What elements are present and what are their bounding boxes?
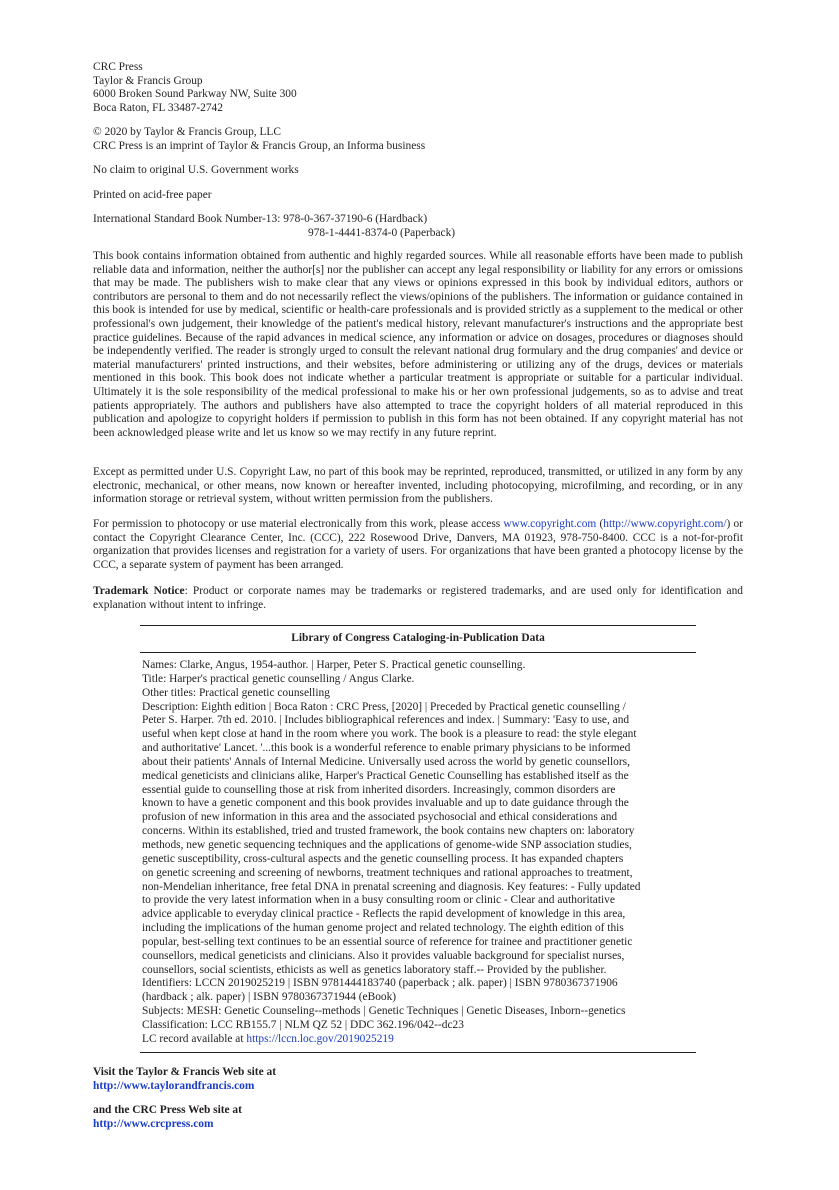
- copyright-notice: [93, 126, 743, 153]
- cip-line: counsellors, medical geneticists and clinicians. Also it provides valuable background for specialist nurses,: [142, 949, 625, 962]
- cip-line: non-Mendelian inheritance, free fetal DNA in prenatal screening and diagnosis. Key features: - Fully updated: [142, 880, 641, 893]
- permission-text: ) or contact the Copyright Clearance Center, Inc. (CCC), 222 Rosewood Drive, Danvers, MA 01923, 978-750-8400. CCC is a not-for-profit organization that provides licenses and registration for a variety of users. For organizations that have been granted a photocopy license by the CCC, a separate system of payment has been arranged.: [93, 518, 743, 571]
- cip-line: genetic susceptibility, cross-cultural aspects and the genetic counselling process. It has expanded chapters: [142, 852, 624, 865]
- copyright-com-url-link[interactable]: http://www.copyright.com/: [603, 518, 727, 530]
- cip-line: Title: Harper's practical genetic counselling / Angus Clarke.: [142, 672, 415, 685]
- cip-title: Library of Congress Cataloging-in-Publication Data: [291, 632, 545, 644]
- cip-line: Identifiers: LCCN 2019025219 | ISBN 9781444183740 (paperback ; alk. paper) | ISBN 9780367371906: [142, 977, 618, 990]
- address-line: CRC Press: [93, 61, 143, 73]
- cip-line: medical geneticists and clinicians alike, Harper's Practical Genetic Counselling has established itself as the: [142, 769, 629, 782]
- disclaimer-paragraph: This book contains information obtained from authentic and highly regarded sources. While all reasonable efforts have been made to publish reliable data and information, neither the author[s] nor the publisher can accept any legal responsibility or liability for any errors or omissions that may be made. The publishers wish to make clear that any views or opinions expressed in this book by individual editors, authors or contributors are personal to them and do not necessarily reflect the views/opinions of the publishers. The information or guidance contained in this book is intended for use by medical, scientific or health-care professionals and is provided strictly as a supplement to the medical or other professional's own judgement, their knowledge of the patient's medical history, relevant manufacturer's instructions and the appropriate best practice guidelines. Because of the rapid advances in medical science, any information or advice on dosages, procedures or diagnoses should be independently verified. The reader is strongly urged to consult the relevant national drug formulary and the drug companies' and device or material manufacturers' printed instructions, and their websites, before administering or utilizing any of the drugs, devices or materials mentioned in this book. This book does not indicate whether a particular treatment is appropriate or suitable for a particular individual. Ultimately it is the sole responsibility of the medical professional to make his or her own professional judgements, so as to advise and treat patients appropriately. The authors and publishers have also attempted to trace the copyright holders of all material reproduced in this publication and apologize to copyright holders if permission to publish in this form has not been obtained. If any copyright material has not been acknowledged please write and let us know so we may rectify in any future reprint.: [93, 250, 743, 439]
- cip-line: popular, best-selling text continues to be an essential source of reference for trainee and practitioner genetic: [142, 935, 633, 948]
- imprint-line: CRC Press is an imprint of Taylor & Francis Group, an Informa business: [93, 139, 426, 152]
- cip-line: useful when kept close at hand in the room where you work. The book is a pleasure to read: the style elegant: [142, 728, 637, 741]
- acid-free-line: Printed on acid-free paper: [93, 189, 212, 201]
- copyright-line: © 2020 by Taylor & Francis Group, LLC: [93, 126, 281, 138]
- cip-line: methods, new genetic sequencing techniques and the applications of genome-wide SNP association studies,: [142, 838, 632, 851]
- cip-line: Classification: LCC RB155.7 | NLM QZ 52 | DDC 362.196/042--dc23: [142, 1018, 464, 1031]
- lc-record-line: [142, 1033, 698, 1047]
- cip-line: advice applicable to everyday clinical practice - Reflects the rapid development of knowledge in this area,: [142, 908, 626, 921]
- isbn-hardback: International Standard Book Number-13: 978-0-367-37190-6 (Hardback): [93, 213, 428, 225]
- cip-line: Other titles: Practical genetic counselling: [142, 686, 330, 699]
- lc-record-link[interactable]: https://lccn.loc.gov/2019025219: [246, 1032, 394, 1045]
- copyright-law-paragraph: Except as permitted under U.S. Copyright Law, no part of this book may be reprinted, reproduced, transmitted, or utilized in any form by any electronic, mechanical, or other means, now known or hereafter invented, including photocopying, microfilming, and recording, or in any information storage or retrieval system, without written permission from the publishers.: [93, 466, 743, 506]
- cip-line: Peter S. Harper. 7th ed. 2010. | Includes bibliographical references and index. | Summary: 'Easy to use, and: [142, 714, 630, 727]
- cip-line: and authoritative' Lancet. '...this book is a wonderful reference to enable primary physicians to be informed: [142, 742, 631, 755]
- permission-paragraph: [93, 518, 743, 572]
- publisher-address: [93, 61, 743, 115]
- cip-line: concerns. Within its established, tried and trusted framework, the book contains new chapters on: laboratory: [142, 825, 635, 838]
- cip-bottom-rule: [140, 1052, 696, 1053]
- cip-line: profusion of new information in this area and the associated psychosocial and ethical considerations and: [142, 811, 618, 824]
- no-claim-line: No claim to original U.S. Government works: [93, 164, 299, 176]
- permission-text: (: [596, 518, 604, 530]
- cip-record: [142, 659, 698, 1047]
- cip-line: Description: Eighth edition | Boca Raton : CRC Press, [2020] | Preceded by Practical genetic counselling /: [142, 700, 626, 713]
- crc-website-link[interactable]: http://www.crcpress.com: [93, 1118, 214, 1130]
- cip-line: Subjects: MESH: Genetic Counseling--methods | Genetic Techniques | Genetic Diseases, Inborn--genetics: [142, 1005, 626, 1018]
- isbn-block: [93, 213, 743, 240]
- address-line: 6000 Broken Sound Parkway NW, Suite 300: [93, 88, 297, 101]
- cip-line: on genetic screening and screening of newborns, treatment techniques and rational approaches to treatment,: [142, 866, 633, 879]
- cip-line: Names: Clarke, Angus, 1954-author. | Harper, Peter S. Practical genetic counselling.: [142, 659, 526, 671]
- tf-website-block: [93, 1065, 276, 1093]
- permission-text: For permission to photocopy or use material electronically from this work, please access: [93, 518, 504, 530]
- crc-website-label: and the CRC Press Web site at: [93, 1104, 242, 1116]
- isbn-paperback: 978-1-4441-8374-0 (Paperback): [308, 226, 456, 239]
- cip-line: counsellors, social scientists, ethicists as well as genetics laboratory staff.-- Provided by the publisher.: [142, 963, 607, 976]
- cip-line: (hardback ; alk. paper) | ISBN 9780367371944 (eBook): [142, 991, 397, 1004]
- address-line: Boca Raton, FL 33487-2742: [93, 101, 223, 114]
- trademark-label: Trademark Notice: [93, 585, 185, 597]
- trademark-paragraph: [93, 585, 743, 612]
- cip-line: known to have a genetic component and this book provides invaluable and up to date guidance through the: [142, 797, 629, 810]
- cip-line: essential guide to counselling those at risk from inherited disorders. Increasingly, common disorders are: [142, 783, 616, 796]
- cip-top-rule: [140, 625, 696, 626]
- cip-line: about their patients' Annals of Internal Medicine. Universally used across the world by genetic counsellors,: [142, 755, 630, 768]
- tf-website-link[interactable]: http://www.taylorandfrancis.com: [93, 1080, 255, 1092]
- lc-record-label: LC record available at: [142, 1032, 247, 1045]
- cip-line: to provide the very latest information when in a busy consulting room or clinic - Clear and authoritative: [142, 894, 615, 907]
- tf-website-label: Visit the Taylor & Francis Web site at: [93, 1066, 276, 1078]
- copyright-com-link[interactable]: www.copyright.com: [503, 518, 597, 530]
- cip-title-rule: [140, 652, 696, 653]
- address-line: Taylor & Francis Group: [93, 74, 203, 87]
- trademark-text: : Product or corporate names may be trademarks or registered trademarks, and are used only for identification and explanation without intent to infringe.: [93, 585, 743, 611]
- cip-line: including the implications of the human genome project and related technology. The eighth edition of this: [142, 922, 624, 935]
- crc-website-block: [93, 1103, 242, 1131]
